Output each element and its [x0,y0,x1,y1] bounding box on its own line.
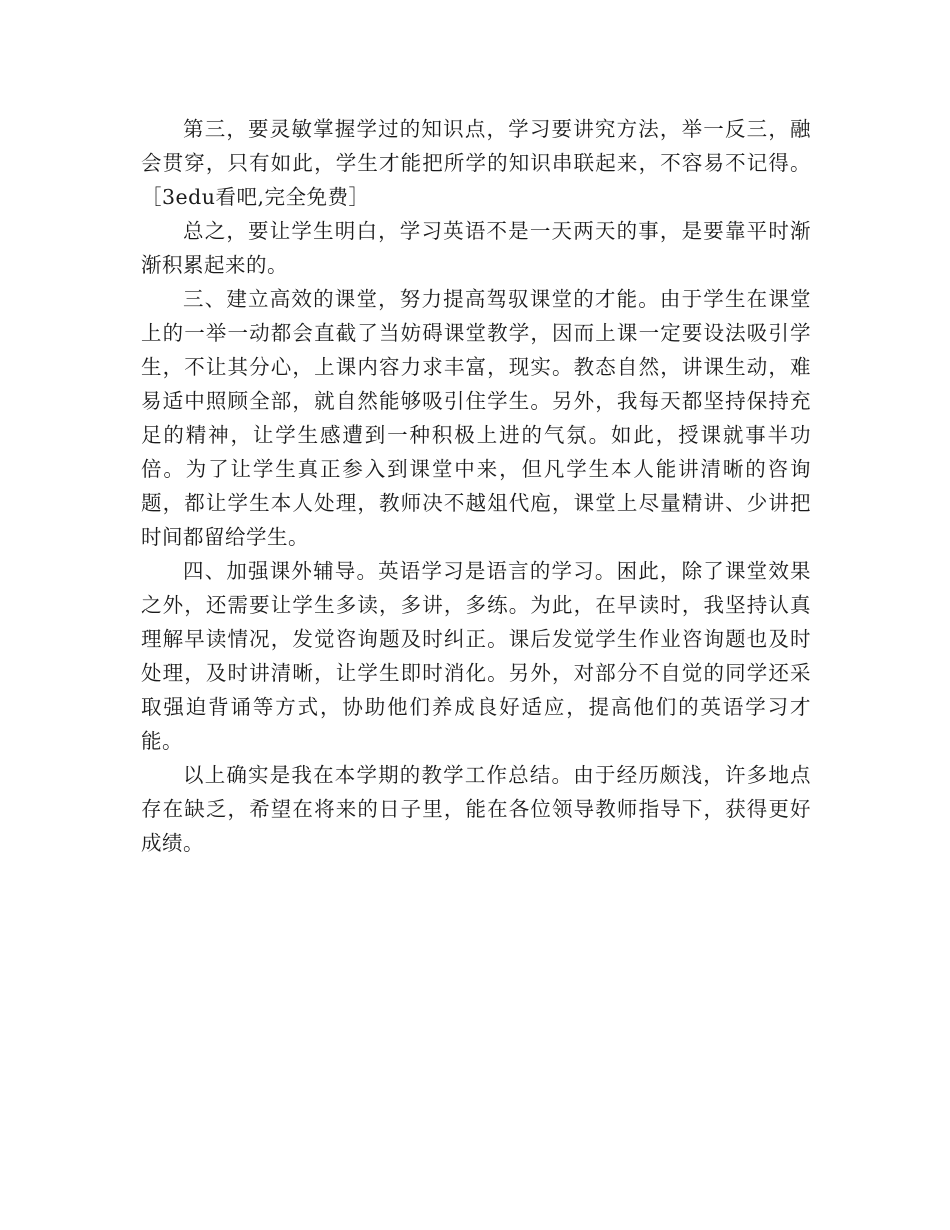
paragraph-extracurricular-tutoring: 四、加强课外辅导。英语学习是语言的学习。困此，除了课堂效果之外，还需要让学生多读，多讲，多练。为此，在早读时，我坚持认真理解早读情况，发觉咨询题及时纠正。课后发觉学生作业咨询题也及时处理，及时讲清晰，让学生即时消化。另外，对部分不自觉的同学还采取强迫背诵等方式，协助他们养成良好适应，提高他们的英语学习才能。 [141,559,811,753]
paragraph-summary: 总之，要让学生明白，学习英语不是一天两天的事，是要靠平时渐渐积累起来的。 [141,219,811,277]
paragraph-conclusion: 以上确实是我在本学期的教学工作总结。由于经历颇浅，许多地点存在缺乏，希望在将来的日子里，能在各位领导教师指导下，获得更好成绩。 [141,763,811,855]
paragraph-methods: 第三，要灵敏掌握学过的知识点，学习要讲究方法，举一反三，融会贯穿，只有如此，学生才能把所学的知识串联起来，不容易不记得。［3edu看吧,完全免费］ [141,117,811,209]
paragraph-efficient-classroom: 三、建立高效的课堂，努力提高驾驭课堂的才能。由于学生在课堂上的一举一动都会直截了当妨碍课堂教学，因而上课一定要设法吸引学生，不让其分心，上课内容力求丰富，现实。教态自然，讲课生动，难易适中照顾全部，就自然能够吸引住学生。另外，我每天都坚持保持充足的精神，让学生感遭到一种积极上进的气氛。如此，授课就事半功倍。为了让学生真正参入到课堂中来，但凡学生本人能讲清晰的咨询题，都让学生本人处理，教师决不越俎代庖，课堂上尽量精讲、少讲把时间都留给学生。 [141,287,811,549]
document-body [141,112,811,860]
